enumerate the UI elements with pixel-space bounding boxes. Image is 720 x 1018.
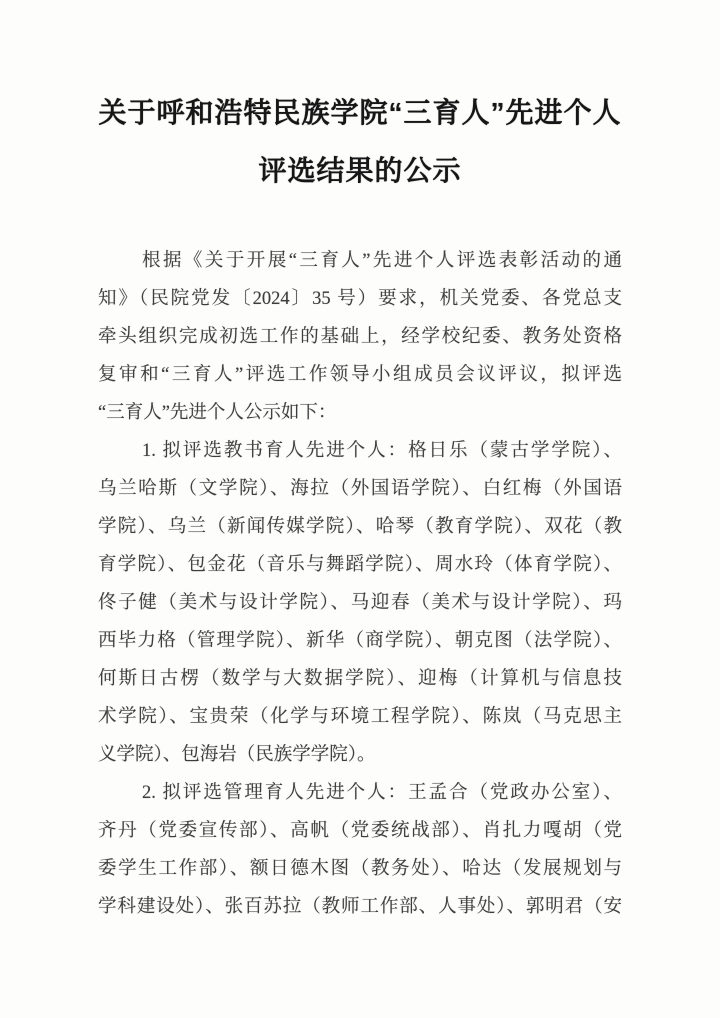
paragraph	[98, 242, 622, 432]
text-line: 牵头组织完成初选工作的基础上，经学校纪委、教务处资格	[98, 327, 622, 347]
document-title	[0, 84, 720, 200]
text-line: 委学生工作部）、额日德木图（教务处）、哈达（发展规划与	[98, 859, 622, 879]
text-line: 2. 拟评选管理育人先进个人：王孟合（党政办公室）、	[142, 783, 622, 803]
text-line: 何斯日古楞（数学与大数据学院）、迎梅（计算机与信息技	[98, 669, 622, 689]
text-line: “三育人”先进个人公示如下：	[98, 403, 337, 423]
paragraph	[98, 432, 622, 774]
text-line: 学科建设处）、张百苏拉（教师工作部、人事处）、郭明君（安	[98, 897, 622, 917]
text-line: 知》（民院党发〔2024〕35 号）要求，机关党委、各党总支	[98, 289, 622, 309]
text-line: 复审和“三育人”评选工作领导小组成员会议评议，拟评选	[98, 365, 622, 385]
text-line: 育学院）、包金花（音乐与舞蹈学院）、周水玲（体育学院）、	[98, 555, 622, 575]
text-line: 根据《关于开展“三育人”先进个人评选表彰活动的通	[142, 251, 622, 271]
text-line: 佟子健（美术与设计学院）、马迎春（美术与设计学院）、玛	[98, 593, 622, 613]
document-title-line-1: 关于呼和浩特民族学院“三育人”先进个人	[98, 97, 622, 128]
document-body	[98, 242, 622, 926]
text-line: 1. 拟评选教书育人先进个人：格日乐（蒙古学学院）、	[142, 441, 622, 461]
text-line: 齐丹（党委宣传部）、高帆（党委统战部）、肖扎力嘎胡（党	[98, 821, 622, 841]
paragraph	[98, 774, 622, 926]
text-line: 义学院）、包海岩（民族学学院）。	[98, 745, 376, 765]
text-line: 术学院）、宝贵荣（化学与环境工程学院）、陈岚（马克思主	[98, 707, 622, 727]
document-title-line-2: 评选结果的公示	[258, 155, 462, 186]
text-line: 西毕力格（管理学院）、新华（商学院）、朝克图（法学院）、	[98, 631, 622, 651]
text-line: 学院）、乌兰（新闻传媒学院）、哈琴（教育学院）、双花（教	[98, 517, 622, 537]
text-line: 乌兰哈斯（文学院）、海拉（外国语学院）、白红梅（外国语	[98, 479, 622, 499]
